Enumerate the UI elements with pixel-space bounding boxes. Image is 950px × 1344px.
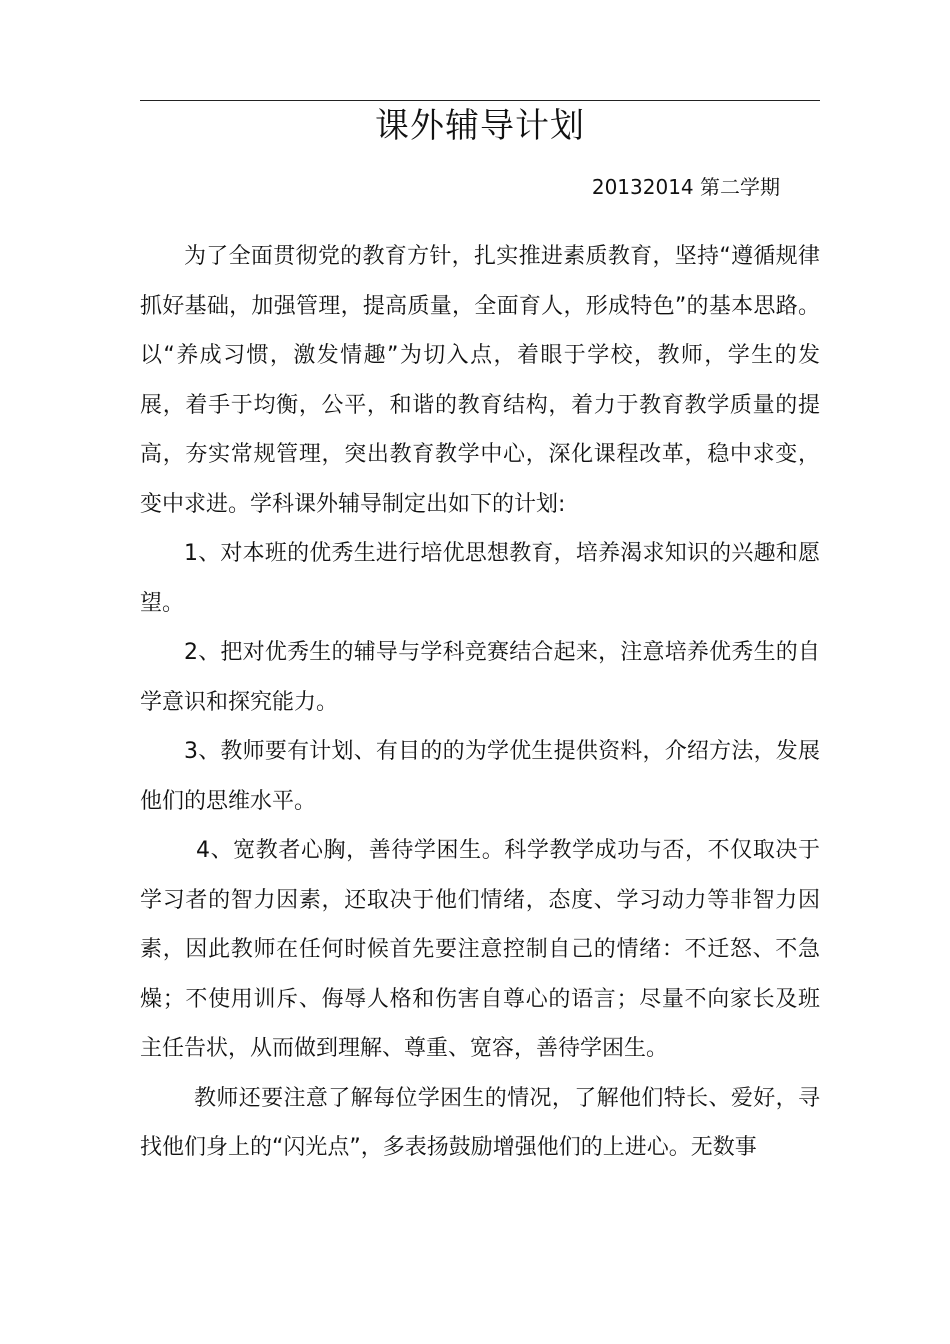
intro-paragraph: 为了全面贯彻党的教育方针，扎实推进素质教育，坚持“遵循规律抓好基础，加强管理，提高质量，全面育人，形成特色”的基本思路。以“养成习惯，激发情趣”为切入点，着眼于学校，教师，学生的发展，着手于均衡，公平，和谐的教育结构，着力于教育教学质量的提高，夯实常规管理，突出教育教学中心，深化课程改革，稳中求变，变中求进。学科课外辅导制定出如下的计划: [140, 244, 820, 517]
plan-item-2: 2、把对优秀生的辅导与学科竞赛结合起来，注意培养优秀生的自学意识和探究能力。 [140, 640, 820, 715]
document-title: 课外辅导计划 [375, 106, 585, 146]
header-rule [140, 100, 820, 101]
plan-item-4: 4、宽教者心胸，善待学困生。科学教学成功与否，不仅取决于学习者的智力因素，还取决于他们情绪，态度、学习动力等非智力因素，因此教师在任何时候首先要注意控制自己的情绪：不迁怒、不急燥；不使用训斥、侮辱人格和伤害自尊心的语言；尽量不向家长及班主任告状，从而做到理解、尊重、宽容，善待学困生。 [140, 838, 820, 1061]
term-label: 20132014 第二学期 [591, 175, 780, 199]
closing-paragraph: 教师还要注意了解每位学困生的情况，了解他们特长、爱好，寻找他们身上的“闪光点”，多表扬鼓励增强他们的上进心。无数事 [140, 1085, 820, 1160]
document-body [140, 232, 820, 1173]
plan-item-3: 3、教师要有计划、有目的的为学优生提供资料，介绍方法，发展他们的思维水平。 [140, 739, 820, 814]
plan-item-1: 1、对本班的优秀生进行培优思想教育，培养渴求知识的兴趣和愿望。 [140, 541, 820, 616]
